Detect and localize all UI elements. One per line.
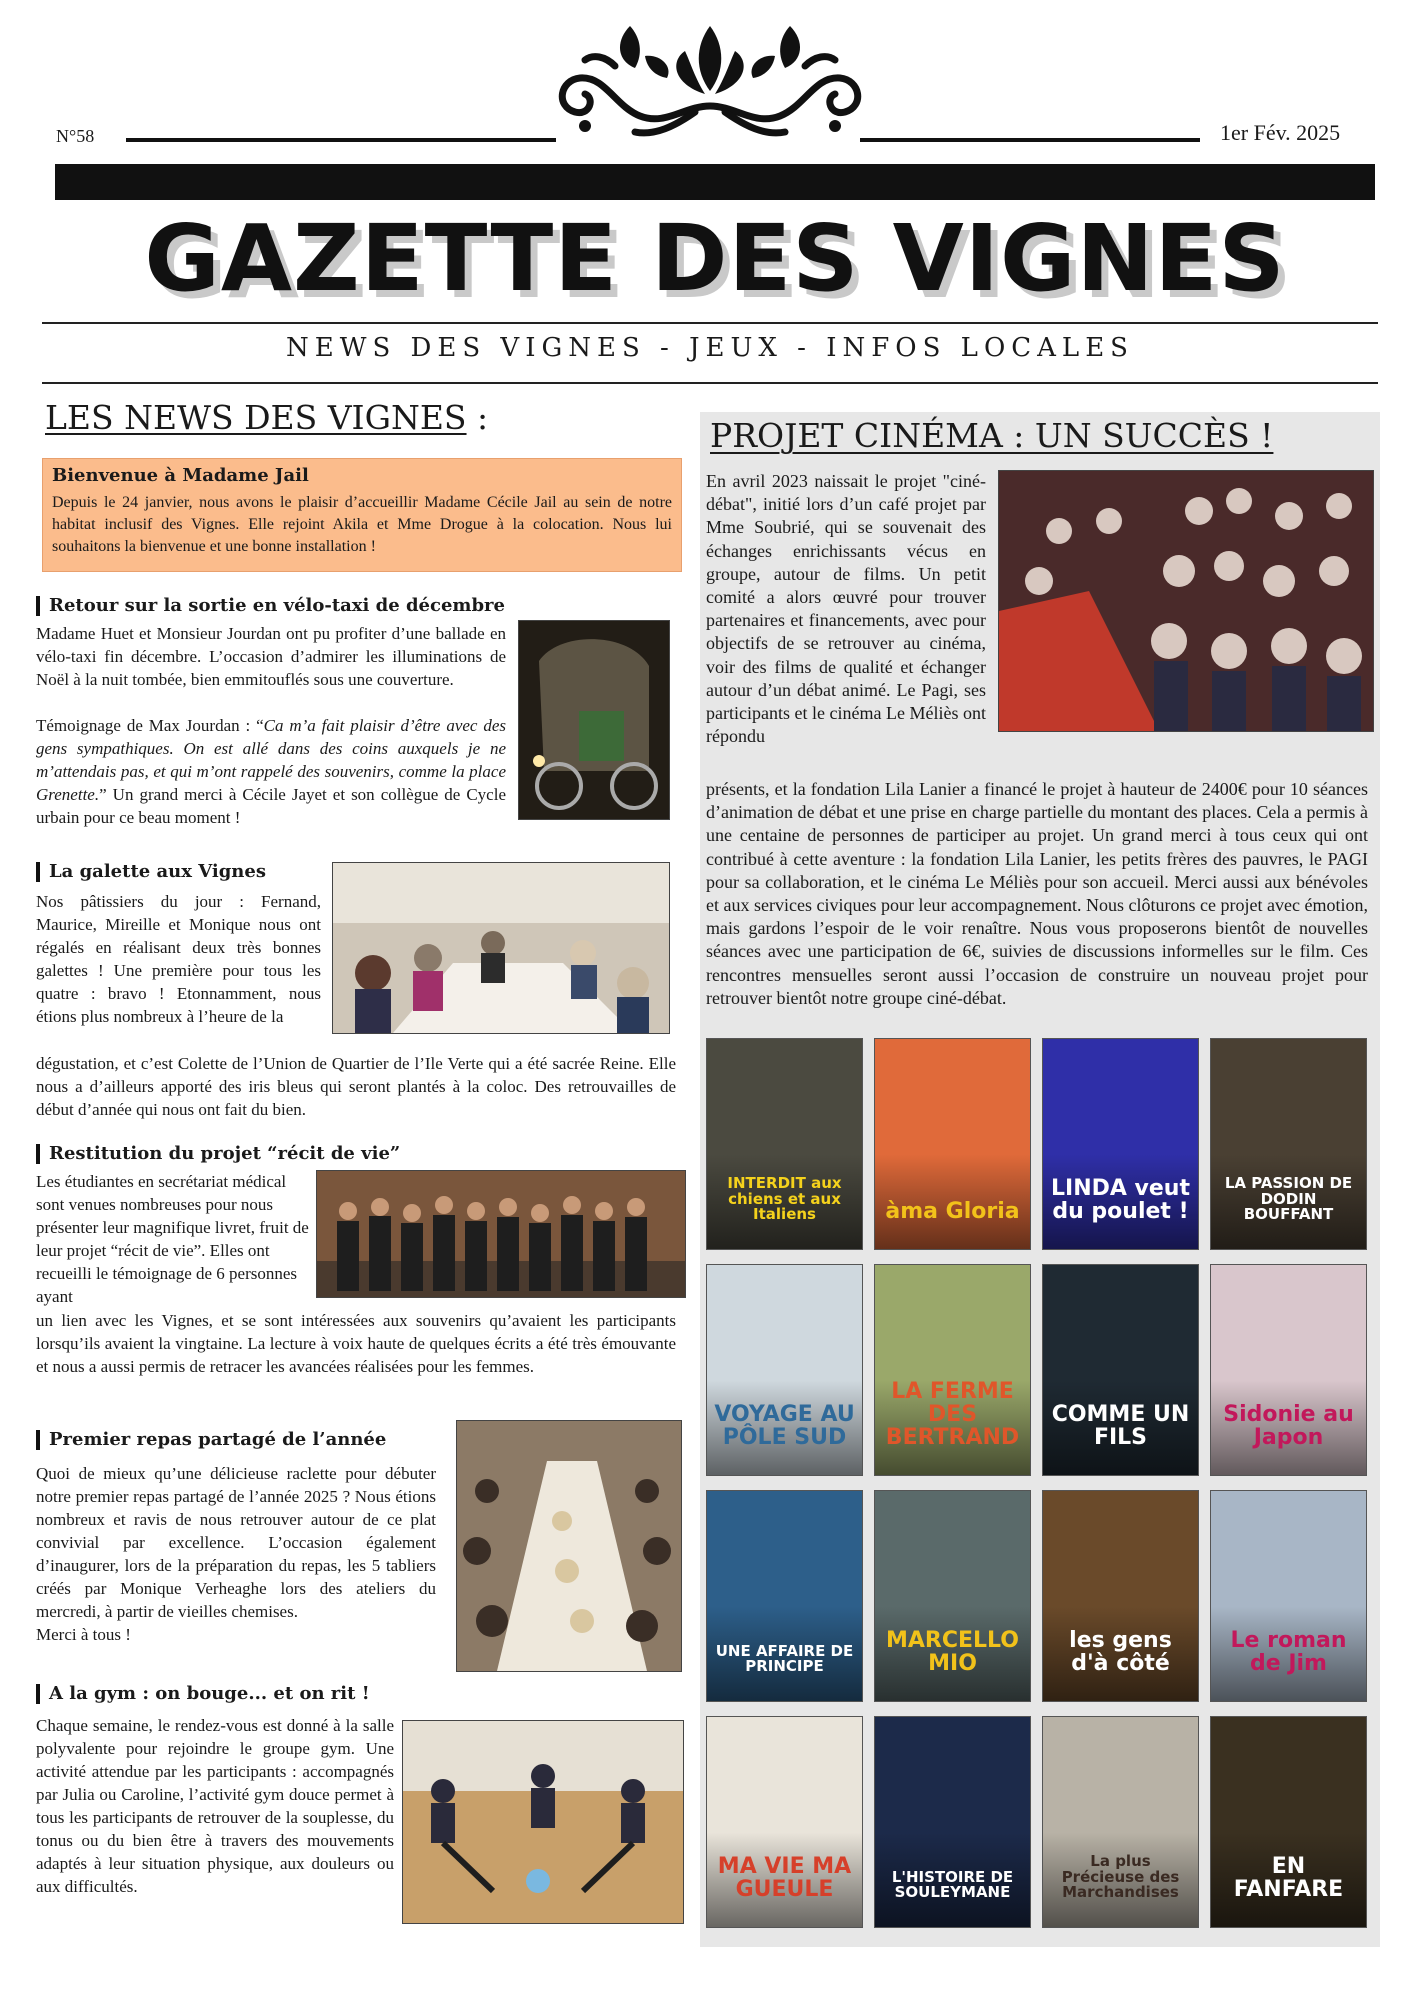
floral-ornament-icon: [545, 16, 875, 142]
film-poster: [706, 1716, 863, 1928]
film-poster: [1042, 1038, 1199, 1250]
film-poster-title: La plus Précieuse des Marchandises: [1061, 1851, 1180, 1902]
repas-body: [36, 1462, 436, 1646]
velo-testimony-lead: Témoignage de Max Jourdan : “: [36, 716, 264, 735]
film-poster: [874, 1716, 1031, 1928]
welcome-text: Depuis le 24 janvier, nous avons le plaisir d’accueillir Madame Cécile Jail au sein de notre habitat inclusif des Vignes. Elle rejoint Akila et Mme Drogue à la colocation. Nous lui souhaitons la bienvenue et une bonne installation !: [52, 494, 672, 555]
film-poster-title: L'HISTOIRE DE SOULEYMANE: [891, 1867, 1014, 1902]
recit-body-bottom: un lien avec les Vignes, et se sont intéressées aux souvenirs qu’avaient les participants lorsqu’ils avaient la vingtaine. La lecture à voix haute de quelques écrits a été très émouvante et nous a aussi permis de retracer les avancées réalisées pour les femmes.: [36, 1311, 676, 1376]
film-poster-title: LA PASSION DE DODIN BOUFFANT: [1224, 1173, 1353, 1224]
velo-testimony-quote: Ca m’a fait plaisir d’être avec des gens sympathiques. On est allé dans des coins auxquels je ne m’attendais pas, et qui m’ont rappelé des souvenirs, comme la place Grenette.: [36, 716, 506, 804]
recit-body-top: Les étudiantes en secrétariat médical sont venues nombreuses pour nous présenter leur magnifique livret, fruit de leur projet “récit de vie”. Elles ont recueilli le témoignage de 6 personnes ayant: [36, 1172, 309, 1306]
film-poster: [1210, 1038, 1367, 1250]
news-section-heading-colon: :: [466, 398, 489, 437]
film-poster-title: MA VIE MA GUEULE: [717, 1853, 852, 1902]
gym-photo: [402, 1720, 684, 1924]
recit-article-title: Restitution du projet “récit de vie”: [36, 1144, 400, 1164]
news-section-heading-text: LES NEWS DES VIGNES: [45, 398, 467, 437]
film-poster: [1210, 1716, 1367, 1928]
film-poster-title: les gens d'à côté: [1069, 1627, 1172, 1676]
repas-article-title: Premier repas partagé de l’année: [36, 1430, 386, 1450]
film-poster-title: EN FANFARE: [1233, 1853, 1344, 1902]
welcome-box: [42, 458, 682, 572]
film-poster-title: COMME UN FILS: [1051, 1401, 1190, 1450]
cinema-paragraph-1: En avril 2023 naissait le projet "ciné-débat", initié lors d’un café projet par Mme Soubrié, qui se souvenait des échanges enrichissants vécus en groupe, autour de films. Un petit comité a alors œuvré pour trouver partenaires et financements, avec pour objectifs de se retrouver au cinéma, voir des films de qualité et échanger autour d’un débat animé. Le Pagi, ses participants et le cinéma Le Méliès ont répondu: [706, 471, 986, 747]
repas-paragraph-2: Merci à tous !: [36, 1625, 131, 1644]
repas-photo: [456, 1420, 682, 1672]
welcome-title: Bienvenue à Madame Jail: [52, 465, 309, 486]
film-poster: [706, 1264, 863, 1476]
film-poster: [874, 1264, 1031, 1476]
film-poster-title: UNE AFFAIRE DE PRINCIPE: [715, 1641, 854, 1676]
galette-body-top: Nos pâtissiers du jour : Fernand, Maurice, Mireille et Monique nous ont régalés en réalisant deux très bonnes galettes ! Une première pour tous les quatre : bravo ! Etonnamment, nous étions plus nombreux à l’heure de la: [36, 892, 321, 1026]
gym-article-title: A la gym : on bouge... et on rit !: [36, 1684, 370, 1704]
film-poster-title: Le roman de Jim: [1230, 1627, 1347, 1676]
masthead-rule-left: [126, 138, 556, 142]
subtitle-rule-top: [42, 322, 1378, 324]
newspaper-title: GAZETTE DES VIGNES: [144, 205, 1286, 312]
film-poster: [1210, 1264, 1367, 1476]
newspaper-subtitle: NEWS DES VIGNES - JEUX - INFOS LOCALES: [285, 333, 1134, 363]
repas-paragraph-1: Quoi de mieux qu’une délicieuse raclette pour débuter notre premier repas partagé de l’année 2025 ? Nous étions nombreux et ravis de nous retrouver autour de ce plat convivial par excellence. L’occasion également d’inaugurer, lors de la préparation du repas, les 5 tabliers créés par Monique Verheaghe lors des ateliers du mercredi, à partir de vieilles chemises.: [36, 1464, 436, 1621]
subtitle-rule-bottom: [42, 382, 1378, 384]
film-poster-title: VOYAGE AU PÔLE SUD: [714, 1401, 855, 1450]
film-poster: [874, 1038, 1031, 1250]
film-poster-title: LA FERME DES BERTRAND: [885, 1378, 1020, 1450]
issue-number: N°58: [56, 126, 95, 146]
film-poster: [1210, 1490, 1367, 1702]
film-poster-title: LINDA veut du poulet !: [1050, 1175, 1190, 1224]
cinema-title: PROJET CINÉMA : UN SUCCÈS !: [710, 416, 1274, 455]
film-poster: [1042, 1716, 1199, 1928]
recit-group-photo: [316, 1170, 686, 1298]
film-poster-grid: [706, 1038, 1370, 1928]
film-poster: [1042, 1264, 1199, 1476]
film-poster-title: àma Gloria: [885, 1198, 1020, 1224]
galette-photo: [332, 862, 670, 1034]
masthead-rule-right: [860, 138, 1200, 142]
film-poster: [706, 1038, 863, 1250]
velo-taxi-photo: [518, 620, 670, 820]
masthead-black-bar: [55, 164, 1375, 200]
gym-body: Chaque semaine, le rendez-vous est donné à la salle polyvalente pour rejoindre le groupe gym. Une activité attendue par les participants : accompagnés par Julia ou Caroline, l’activité gym douce permet à tous les participants de retrouver de la souplesse, du tonus ou du bien être à travers des mouvements adaptés à leur situation physique, aux douleurs ou aux difficultés.: [36, 1716, 394, 1896]
film-poster-title: MARCELLO MIO: [886, 1627, 1019, 1676]
cinema-paragraph-2: présents, et la fondation Lila Lanier a financé le projet à hauteur de 2400€ pour 10 séances d’animation de débat et une prise en charge partielle du montant des places. Cela a permis à une centaine de personnes de participer au projet. Un grand merci à tous ceux qui ont contribué à cette aventure : la fondation Lila Lanier, les petits frères des pauvres, le PAGI pour sa collaboration, et le cinéma Le Méliès pour son accueil. Merci aussi aux bénévoles et aux services civiques pour leur accompagnement. Nous clôturons ce projet avec émotion, mais gardons l’espoir de le voir renaître. Nous vous proposerons bientôt de nouvelles séances avec une participation de 6€, suivies de discussions informelles sur le film. Ces rencontres mensuelles seront aussi l’occasion de construire un nouveau projet pour retrouver bientôt notre groupe ciné-débat.: [706, 779, 1368, 1008]
film-poster: [874, 1490, 1031, 1702]
cinema-audience-photo: [998, 470, 1374, 732]
velo-testimony: [36, 714, 506, 829]
velo-paragraph-1: Madame Huet et Monsieur Jourdan ont pu profiter d’une ballade en vélo-taxi fin décembre. L’occasion d’admirer les illuminations de Noël à la nuit tombée, bien emmitouflés sous une couverture.: [36, 624, 506, 689]
film-poster-title: Sidonie au Japon: [1223, 1401, 1354, 1450]
issue-date: 1er Fév. 2025: [1220, 120, 1341, 145]
velo-article-title: Retour sur la sortie en vélo-taxi de décembre: [36, 596, 505, 616]
film-poster: [1042, 1490, 1199, 1702]
galette-body-bottom: dégustation, et c’est Colette de l’Union de Quartier de l’Ile Verte qui a été sacrée Reine. Elle nous a d’ailleurs apporté des iris bleus qui seront plantés à la coloc. Des retrouvailles de début d’année qui nous ont fait du bien.: [36, 1054, 676, 1119]
velo-testimony-tail: ” Un grand merci à Cécile Jayet et son collègue de Cycle urbain pour ce beau moment !: [36, 785, 506, 827]
film-poster-title: INTERDIT aux chiens et aux Italiens: [727, 1173, 842, 1224]
news-section-heading: [45, 398, 488, 437]
film-poster: [706, 1490, 863, 1702]
galette-article-title: La galette aux Vignes: [36, 862, 266, 882]
velo-article-body: [36, 622, 506, 691]
